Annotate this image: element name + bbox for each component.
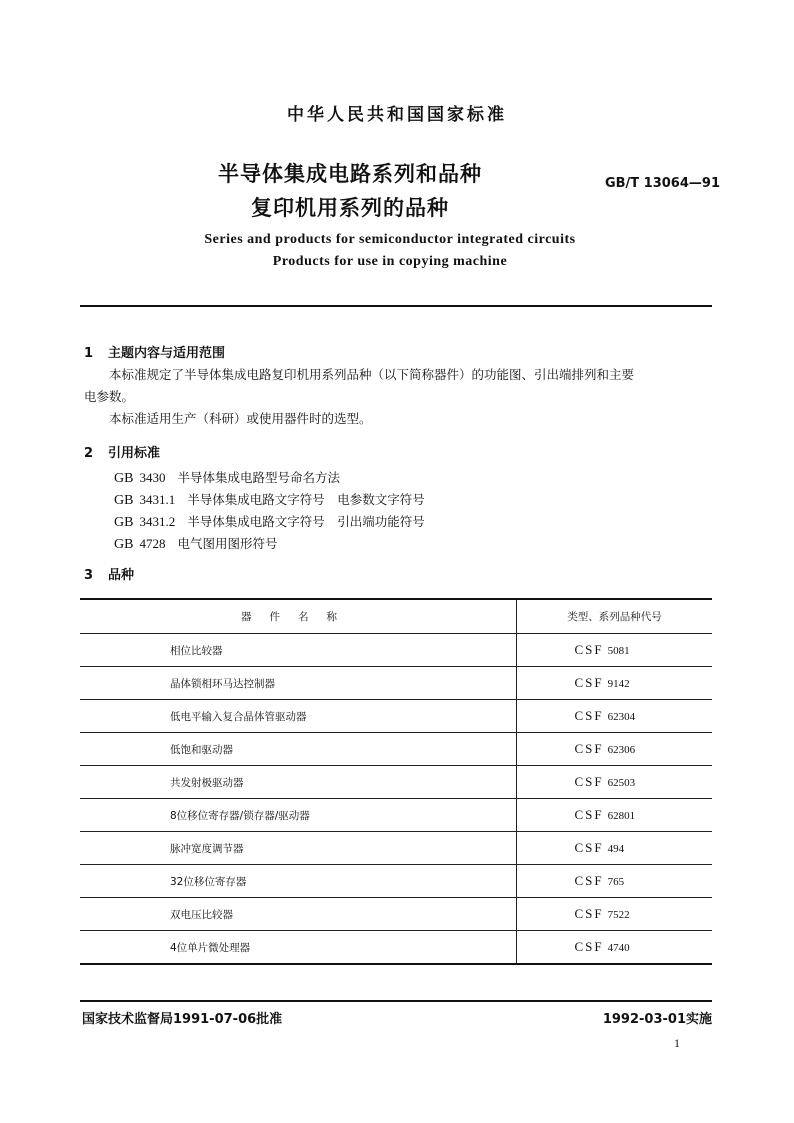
code-prefix: CSF	[574, 807, 604, 822]
section1-heading	[84, 342, 225, 361]
varieties-table	[80, 598, 712, 965]
code-prefix: CSF	[574, 939, 604, 954]
table-row	[80, 865, 712, 898]
ref-title: 半导体集成电路型号命名方法	[177, 470, 340, 485]
code-number: 7522	[607, 909, 630, 921]
col-header-type-code: 类型、系列品种代号	[517, 599, 713, 634]
type-code-cell	[517, 799, 713, 832]
section3-number: 3	[84, 568, 94, 583]
table-row	[80, 667, 712, 700]
code-prefix: CSF	[574, 642, 604, 657]
ref-number: 3431.1	[139, 492, 176, 507]
device-name: 8位移位寄存器/锁存器/驱动器	[80, 799, 517, 832]
table-row	[80, 700, 712, 733]
table-header-row	[80, 599, 712, 634]
device-name: 4位单片微处理器	[80, 931, 517, 965]
code-prefix: CSF	[574, 708, 604, 723]
device-name: 双电压比较器	[80, 898, 517, 931]
ref-number: 4728	[139, 536, 166, 551]
type-code-cell	[517, 667, 713, 700]
code-prefix: CSF	[574, 675, 604, 690]
code-prefix: CSF	[574, 741, 604, 756]
section2-title: 引用标准	[108, 446, 161, 461]
table-row	[80, 832, 712, 865]
footer-divider	[80, 1000, 712, 1002]
ref-title: 半导体集成电路文字符号 引出端功能符号	[187, 514, 425, 529]
code-number: 4740	[607, 942, 630, 954]
section1-para1-line1: 本标准规定了半导体集成电路复印机用系列品种（以下简称器件）的功能图、引出端排列和主要	[109, 367, 635, 382]
table-row	[80, 931, 712, 965]
table-row	[80, 733, 712, 766]
code-number: 765	[607, 876, 625, 888]
device-name: 共发射极驱动器	[80, 766, 517, 799]
ref-number: 3430	[139, 470, 166, 485]
code-number: 62304	[607, 711, 636, 723]
ref-code: GB	[114, 493, 134, 508]
section3-title: 品种	[108, 568, 135, 583]
ref-number: 3431.2	[139, 514, 176, 529]
code-prefix: CSF	[574, 873, 604, 888]
device-name: 脉冲宽度调节器	[80, 832, 517, 865]
reference-item	[114, 512, 425, 531]
ref-title: 半导体集成电路文字符号 电参数文字符号	[187, 492, 425, 507]
type-code-cell	[517, 634, 713, 667]
code-prefix: CSF	[574, 906, 604, 921]
col-header-device-name: 器件名称	[80, 599, 517, 634]
title-cn-line2: 复印机用系列的品种	[251, 196, 449, 220]
type-code-cell	[517, 931, 713, 965]
code-prefix: CSF	[574, 840, 604, 855]
device-name: 晶体锁相环马达控制器	[80, 667, 517, 700]
type-code-cell	[517, 733, 713, 766]
table-row	[80, 799, 712, 832]
standard-code: GB/T 13064—91	[604, 176, 720, 191]
type-code-cell	[517, 832, 713, 865]
type-code-cell	[517, 766, 713, 799]
code-prefix: CSF	[574, 774, 604, 789]
organization-heading: 中华人民共和国国家标准	[287, 105, 507, 125]
table-row	[80, 898, 712, 931]
code-number: 5081	[607, 645, 630, 657]
ref-code: GB	[114, 515, 134, 530]
device-name: 低饱和驱动器	[80, 733, 517, 766]
section2-heading	[84, 442, 160, 461]
device-name: 相位比较器	[80, 634, 517, 667]
table-row	[80, 766, 712, 799]
title-en-line1: Series and products for semiconductor integrated circuits	[204, 232, 576, 247]
type-code-cell	[517, 898, 713, 931]
ref-code: GB	[114, 537, 134, 552]
section1-number: 1	[84, 346, 94, 361]
title-en-line2: Products for use in copying machine	[272, 254, 508, 269]
code-number: 9142	[607, 678, 630, 690]
section1-body	[84, 364, 714, 430]
type-code-cell	[517, 700, 713, 733]
code-number: 62801	[607, 810, 636, 822]
code-number: 62503	[607, 777, 636, 789]
device-name: 低电平输入复合晶体管驱动器	[80, 700, 517, 733]
section1-para2: 本标准适用生产（科研）或使用器件时的选型。	[109, 411, 372, 426]
title-cn-line1: 半导体集成电路系列和品种	[218, 162, 482, 186]
section1-para1-line2: 电参数。	[84, 389, 135, 404]
section1-title: 主题内容与适用范围	[108, 346, 226, 361]
section3-heading	[84, 564, 134, 583]
reference-item	[114, 490, 425, 509]
section2-number: 2	[84, 446, 94, 461]
code-number: 62306	[607, 744, 636, 756]
reference-item	[114, 534, 277, 553]
header-divider	[80, 305, 712, 307]
page-number: 1	[674, 1036, 680, 1050]
effective-date: 1992-03-01实施	[602, 1012, 712, 1027]
ref-title: 电气图用图形符号	[177, 536, 278, 551]
table-row	[80, 634, 712, 667]
ref-code: GB	[114, 471, 134, 486]
reference-item	[114, 468, 340, 487]
type-code-cell	[517, 865, 713, 898]
code-number: 494	[607, 843, 625, 855]
approval-note: 国家技术监督局1991-07-06批准	[82, 1012, 283, 1027]
device-name: 32位移位寄存器	[80, 865, 517, 898]
